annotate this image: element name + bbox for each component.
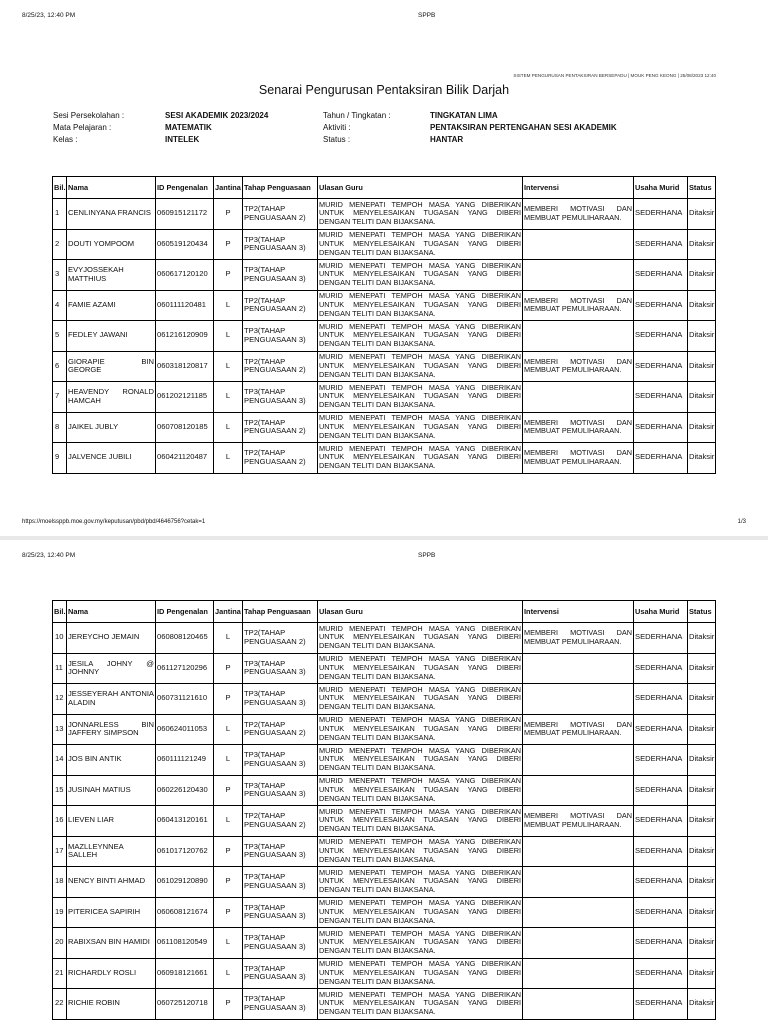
- cell-id: 060318120817: [156, 351, 214, 382]
- cell-usaha: SEDERHANA: [634, 867, 688, 898]
- cell-bil: 9: [53, 443, 67, 474]
- cell-nama: JONNARLESS BIN JAFFERY SIMPSON: [67, 714, 156, 745]
- cell-intervensi: [523, 897, 634, 928]
- cell-bil: 14: [53, 745, 67, 776]
- cell-intervensi: [523, 775, 634, 806]
- cell-jantina: P: [214, 897, 243, 928]
- cell-usaha: SEDERHANA: [634, 928, 688, 959]
- cell-nama: JESSEYERAH ANTONIA ALADIN: [67, 684, 156, 715]
- cell-jantina: L: [214, 412, 243, 443]
- table-row: [53, 684, 716, 715]
- cell-tahap: TP3(TAHAP PENGUASAAN 3): [243, 775, 318, 806]
- cell-ulasan: MURID MENEPATI TEMPOH MASA YANG DIBERIKAN UNTUK MENYELESAIKAN TUGASAN YANG DIBERI DENGAN TELITI DAN BIJAKSANA.: [318, 745, 523, 776]
- cell-status: Ditaksir: [688, 867, 716, 898]
- cell-status: Ditaksir: [688, 351, 716, 382]
- cell-bil: 2: [53, 229, 67, 260]
- cell-nama: NENCY BINTI AHMAD: [67, 867, 156, 898]
- column-header-nama: Nama: [67, 177, 156, 199]
- cell-tahap: TP2(TAHAP PENGUASAAN 2): [243, 623, 318, 654]
- column-header-ulasan: Ulasan Guru: [318, 601, 523, 623]
- cell-usaha: SEDERHANA: [634, 806, 688, 837]
- report-title: Senarai Pengurusan Pentaksiran Bilik Darjah: [258, 83, 510, 97]
- column-header-intervensi: Intervensi: [523, 177, 634, 199]
- cell-status: Ditaksir: [688, 260, 716, 291]
- print-page-2: [0, 540, 768, 1024]
- table-row: [53, 806, 716, 837]
- cell-usaha: SEDERHANA: [634, 958, 688, 989]
- cell-status: Ditaksir: [688, 806, 716, 837]
- cell-bil: 16: [53, 806, 67, 837]
- cell-usaha: SEDERHANA: [634, 897, 688, 928]
- cell-intervensi: MEMBERI MOTIVASI DAN MEMBUAT PEMULIHARAAN.: [523, 443, 634, 474]
- cell-id: 060617120120: [156, 260, 214, 291]
- cell-nama: MAZLLEYNNEA SALLEH: [67, 836, 156, 867]
- cell-ulasan: MURID MENEPATI TEMPOH MASA YANG DIBERIKAN UNTUK MENYELESAIKAN TUGASAN YANG DIBERI DENGAN TELITI DAN BIJAKSANA.: [318, 382, 523, 413]
- cell-ulasan: MURID MENEPATI TEMPOH MASA YANG DIBERIKAN UNTUK MENYELESAIKAN TUGASAN YANG DIBERI DENGAN TELITI DAN BIJAKSANA.: [318, 412, 523, 443]
- cell-status: Ditaksir: [688, 928, 716, 959]
- cell-intervensi: [523, 958, 634, 989]
- cell-usaha: SEDERHANA: [634, 443, 688, 474]
- table-row: [53, 775, 716, 806]
- assessment-table-page-2: [52, 600, 716, 1020]
- cell-bil: 4: [53, 290, 67, 321]
- cell-nama: DOUTI YOMPOOM: [67, 229, 156, 260]
- cell-usaha: SEDERHANA: [634, 199, 688, 230]
- table-row: [53, 290, 716, 321]
- cell-ulasan: MURID MENEPATI TEMPOH MASA YANG DIBERIKAN UNTUK MENYELESAIKAN TUGASAN YANG DIBERI DENGAN TELITI DAN BIJAKSANA.: [318, 443, 523, 474]
- print-header: [22, 552, 746, 562]
- column-header-nama: Nama: [67, 601, 156, 623]
- cell-usaha: SEDERHANA: [634, 836, 688, 867]
- cell-nama: HEAVENDY RONALD HAMCAH: [67, 382, 156, 413]
- cell-status: Ditaksir: [688, 412, 716, 443]
- cell-jantina: L: [214, 958, 243, 989]
- cell-usaha: SEDERHANA: [634, 260, 688, 291]
- aktiviti-value: PENTAKSIRAN PERTENGAHAN SESI AKADEMIK: [430, 123, 617, 132]
- column-header-ulasan: Ulasan Guru: [318, 177, 523, 199]
- sesi-value: SESI AKADEMIK 2023/2024: [165, 111, 269, 120]
- cell-ulasan: MURID MENEPATI TEMPOH MASA YANG DIBERIKAN UNTUK MENYELESAIKAN TUGASAN YANG DIBERI DENGAN TELITI DAN BIJAKSANA.: [318, 290, 523, 321]
- cell-bil: 11: [53, 653, 67, 684]
- cell-jantina: P: [214, 229, 243, 260]
- cell-intervensi: MEMBERI MOTIVASI DAN MEMBUAT PEMULIHARAAN.: [523, 412, 634, 443]
- table-row: [53, 867, 716, 898]
- cell-nama: RICHIE ROBIN: [67, 989, 156, 1020]
- tahun-label: Tahun / Tingkatan :: [323, 111, 391, 120]
- cell-status: Ditaksir: [688, 199, 716, 230]
- cell-tahap: TP3(TAHAP PENGUASAAN 3): [243, 653, 318, 684]
- app-title: SPPB: [418, 12, 436, 19]
- cell-intervensi: [523, 745, 634, 776]
- cell-jantina: L: [214, 928, 243, 959]
- cell-id: 061216120909: [156, 321, 214, 352]
- cell-ulasan: MURID MENEPATI TEMPOH MASA YANG DIBERIKAN UNTUK MENYELESAIKAN TUGASAN YANG DIBERI DENGAN TELITI DAN BIJAKSANA.: [318, 199, 523, 230]
- cell-usaha: SEDERHANA: [634, 775, 688, 806]
- cell-ulasan: MURID MENEPATI TEMPOH MASA YANG DIBERIKAN UNTUK MENYELESAIKAN TUGASAN YANG DIBERI DENGAN TELITI DAN BIJAKSANA.: [318, 714, 523, 745]
- cell-id: 060111121249: [156, 745, 214, 776]
- cell-id: 060519120434: [156, 229, 214, 260]
- column-header-usaha: Usaha Murid: [634, 601, 688, 623]
- cell-id: 060808120465: [156, 623, 214, 654]
- cell-status: Ditaksir: [688, 321, 716, 352]
- column-header-id: ID Pengenalan: [156, 601, 214, 623]
- cell-status: Ditaksir: [688, 836, 716, 867]
- table-row: [53, 229, 716, 260]
- cell-status: Ditaksir: [688, 653, 716, 684]
- cell-intervensi: MEMBERI MOTIVASI DAN MEMBUAT PEMULIHARAAN.: [523, 714, 634, 745]
- status-label: Status :: [323, 135, 351, 144]
- cell-usaha: SEDERHANA: [634, 989, 688, 1020]
- cell-jantina: L: [214, 806, 243, 837]
- sesi-label: Sesi Persekolahan :: [53, 111, 125, 120]
- cell-id: 061127120296: [156, 653, 214, 684]
- cell-ulasan: MURID MENEPATI TEMPOH MASA YANG DIBERIKAN UNTUK MENYELESAIKAN TUGASAN YANG DIBERI DENGAN TELITI DAN BIJAKSANA.: [318, 867, 523, 898]
- cell-usaha: SEDERHANA: [634, 684, 688, 715]
- cell-usaha: SEDERHANA: [634, 351, 688, 382]
- cell-nama: JOS BIN ANTIK: [67, 745, 156, 776]
- cell-id: 060111120481: [156, 290, 214, 321]
- cell-status: Ditaksir: [688, 443, 716, 474]
- cell-id: 060624011053: [156, 714, 214, 745]
- cell-bil: 7: [53, 382, 67, 413]
- cell-usaha: SEDERHANA: [634, 653, 688, 684]
- table-row: [53, 260, 716, 291]
- cell-ulasan: MURID MENEPATI TEMPOH MASA YANG DIBERIKAN UNTUK MENYELESAIKAN TUGASAN YANG DIBERI DENGAN TELITI DAN BIJAKSANA.: [318, 684, 523, 715]
- cell-status: Ditaksir: [688, 623, 716, 654]
- cell-tahap: TP3(TAHAP PENGUASAAN 3): [243, 321, 318, 352]
- cell-intervensi: MEMBERI MOTIVASI DAN MEMBUAT PEMULIHARAAN.: [523, 623, 634, 654]
- cell-nama: JUSINAH MATIUS: [67, 775, 156, 806]
- cell-id: 061202121185: [156, 382, 214, 413]
- table-row: [53, 928, 716, 959]
- table-row: [53, 623, 716, 654]
- print-datetime: 8/25/23, 12:40 PM: [22, 552, 76, 559]
- cell-ulasan: MURID MENEPATI TEMPOH MASA YANG DIBERIKAN UNTUK MENYELESAIKAN TUGASAN YANG DIBERI DENGAN TELITI DAN BIJAKSANA.: [318, 623, 523, 654]
- cell-status: Ditaksir: [688, 229, 716, 260]
- aktiviti-label: Aktiviti :: [323, 123, 351, 132]
- cell-jantina: P: [214, 775, 243, 806]
- cell-jantina: L: [214, 623, 243, 654]
- cell-ulasan: MURID MENEPATI TEMPOH MASA YANG DIBERIKAN UNTUK MENYELESAIKAN TUGASAN YANG DIBERI DENGAN TELITI DAN BIJAKSANA.: [318, 653, 523, 684]
- cell-tahap: TP3(TAHAP PENGUASAAN 3): [243, 745, 318, 776]
- table-header-row: [53, 177, 716, 199]
- cell-intervensi: [523, 229, 634, 260]
- cell-status: Ditaksir: [688, 775, 716, 806]
- cell-ulasan: MURID MENEPATI TEMPOH MASA YANG DIBERIKAN UNTUK MENYELESAIKAN TUGASAN YANG DIBERI DENGAN TELITI DAN BIJAKSANA.: [318, 321, 523, 352]
- cell-jantina: P: [214, 684, 243, 715]
- cell-bil: 1: [53, 199, 67, 230]
- cell-intervensi: [523, 989, 634, 1020]
- cell-tahap: TP3(TAHAP PENGUASAAN 3): [243, 958, 318, 989]
- cell-ulasan: MURID MENEPATI TEMPOH MASA YANG DIBERIKAN UNTUK MENYELESAIKAN TUGASAN YANG DIBERI DENGAN TELITI DAN BIJAKSANA.: [318, 806, 523, 837]
- cell-bil: 17: [53, 836, 67, 867]
- cell-jantina: P: [214, 989, 243, 1020]
- cell-usaha: SEDERHANA: [634, 745, 688, 776]
- cell-bil: 15: [53, 775, 67, 806]
- page-number: 1/3: [737, 519, 746, 525]
- cell-tahap: TP3(TAHAP PENGUASAAN 3): [243, 684, 318, 715]
- cell-tahap: TP2(TAHAP PENGUASAAN 2): [243, 806, 318, 837]
- cell-jantina: P: [214, 836, 243, 867]
- cell-tahap: TP3(TAHAP PENGUASAAN 3): [243, 867, 318, 898]
- cell-id: 061017120762: [156, 836, 214, 867]
- cell-status: Ditaksir: [688, 958, 716, 989]
- cell-bil: 10: [53, 623, 67, 654]
- cell-bil: 8: [53, 412, 67, 443]
- mapel-label: Mata Pelajaran :: [53, 123, 112, 132]
- cell-jantina: P: [214, 867, 243, 898]
- cell-ulasan: MURID MENEPATI TEMPOH MASA YANG DIBERIKAN UNTUK MENYELESAIKAN TUGASAN YANG DIBERI DENGAN TELITI DAN BIJAKSANA.: [318, 897, 523, 928]
- column-header-tahap: Tahap Penguasaan: [243, 601, 318, 623]
- column-header-usaha: Usaha Murid: [634, 177, 688, 199]
- cell-intervensi: [523, 836, 634, 867]
- cell-tahap: TP3(TAHAP PENGUASAAN 3): [243, 229, 318, 260]
- cell-intervensi: MEMBERI MOTIVASI DAN MEMBUAT PEMULIHARAAN.: [523, 806, 634, 837]
- cell-nama: JEREYCHO JEMAIN: [67, 623, 156, 654]
- cell-bil: 18: [53, 867, 67, 898]
- cell-nama: FAMIE AZAMI: [67, 290, 156, 321]
- cell-ulasan: MURID MENEPATI TEMPOH MASA YANG DIBERIKAN UNTUK MENYELESAIKAN TUGASAN YANG DIBERI DENGAN TELITI DAN BIJAKSANA.: [318, 775, 523, 806]
- cell-jantina: L: [214, 351, 243, 382]
- cell-jantina: P: [214, 260, 243, 291]
- cell-tahap: TP3(TAHAP PENGUASAAN 3): [243, 836, 318, 867]
- cell-nama: RICHARDLY ROSLI: [67, 958, 156, 989]
- cell-ulasan: MURID MENEPATI TEMPOH MASA YANG DIBERIKAN UNTUK MENYELESAIKAN TUGASAN YANG DIBERI DENGAN TELITI DAN BIJAKSANA.: [318, 989, 523, 1020]
- cell-ulasan: MURID MENEPATI TEMPOH MASA YANG DIBERIKAN UNTUK MENYELESAIKAN TUGASAN YANG DIBERI DENGAN TELITI DAN BIJAKSANA.: [318, 928, 523, 959]
- table-row: [53, 958, 716, 989]
- cell-status: Ditaksir: [688, 745, 716, 776]
- cell-usaha: SEDERHANA: [634, 714, 688, 745]
- column-header-jantina: Jantina: [214, 177, 243, 199]
- cell-id: 060731121610: [156, 684, 214, 715]
- cell-bil: 5: [53, 321, 67, 352]
- cell-intervensi: [523, 321, 634, 352]
- cell-status: Ditaksir: [688, 382, 716, 413]
- cell-status: Ditaksir: [688, 290, 716, 321]
- cell-intervensi: [523, 653, 634, 684]
- cell-jantina: P: [214, 199, 243, 230]
- cell-nama: CENLINYANA FRANCIS: [67, 199, 156, 230]
- table-row: [53, 714, 716, 745]
- table-row: [53, 382, 716, 413]
- cell-bil: 19: [53, 897, 67, 928]
- cell-intervensi: [523, 684, 634, 715]
- cell-status: Ditaksir: [688, 684, 716, 715]
- cell-tahap: TP2(TAHAP PENGUASAAN 2): [243, 290, 318, 321]
- column-header-id: ID Pengenalan: [156, 177, 214, 199]
- assessment-table-page-1: [52, 176, 716, 474]
- report-info: [53, 110, 733, 146]
- cell-usaha: SEDERHANA: [634, 382, 688, 413]
- cell-nama: FEDLEY JAWANI: [67, 321, 156, 352]
- table-row: [53, 836, 716, 867]
- app-title: SPPB: [418, 552, 436, 559]
- cell-ulasan: MURID MENEPATI TEMPOH MASA YANG DIBERIKAN UNTUK MENYELESAIKAN TUGASAN YANG DIBERI DENGAN TELITI DAN BIJAKSANA.: [318, 958, 523, 989]
- cell-usaha: SEDERHANA: [634, 229, 688, 260]
- cell-tahap: TP2(TAHAP PENGUASAAN 2): [243, 714, 318, 745]
- cell-jantina: L: [214, 382, 243, 413]
- cell-bil: 6: [53, 351, 67, 382]
- column-header-bil: Bil.: [53, 177, 67, 199]
- column-header-tahap: Tahap Penguasaan: [243, 177, 318, 199]
- cell-intervensi: MEMBERI MOTIVASI DAN MEMBUAT PEMULIHARAAN.: [523, 351, 634, 382]
- cell-intervensi: [523, 382, 634, 413]
- cell-jantina: L: [214, 290, 243, 321]
- column-header-jantina: Jantina: [214, 601, 243, 623]
- cell-id: 060608121674: [156, 897, 214, 928]
- cell-tahap: TP3(TAHAP PENGUASAAN 3): [243, 897, 318, 928]
- cell-tahap: TP3(TAHAP PENGUASAAN 3): [243, 382, 318, 413]
- column-header-status: Status: [688, 601, 716, 623]
- table-row: [53, 653, 716, 684]
- cell-bil: 22: [53, 989, 67, 1020]
- column-header-bil: Bil.: [53, 601, 67, 623]
- cell-usaha: SEDERHANA: [634, 623, 688, 654]
- print-datetime: 8/25/23, 12:40 PM: [22, 12, 76, 19]
- cell-status: Ditaksir: [688, 897, 716, 928]
- table-row: [53, 321, 716, 352]
- cell-bil: 20: [53, 928, 67, 959]
- cell-intervensi: MEMBERI MOTIVASI DAN MEMBUAT PEMULIHARAAN.: [523, 199, 634, 230]
- mapel-value: MATEMATIK: [165, 123, 212, 132]
- cell-nama: LIEVEN LIAR: [67, 806, 156, 837]
- cell-ulasan: MURID MENEPATI TEMPOH MASA YANG DIBERIKAN UNTUK MENYELESAIKAN TUGASAN YANG DIBERI DENGAN TELITI DAN BIJAKSANA.: [318, 351, 523, 382]
- cell-id: 060915121172: [156, 199, 214, 230]
- table-row: [53, 412, 716, 443]
- cell-nama: JALVENCE JUBILI: [67, 443, 156, 474]
- cell-tahap: TP2(TAHAP PENGUASAAN 2): [243, 351, 318, 382]
- cell-jantina: L: [214, 745, 243, 776]
- tahun-value: TINGKATAN LIMA: [430, 111, 498, 120]
- cell-nama: EVYJOSSEKAH MATTHIUS: [67, 260, 156, 291]
- cell-id: 060421120487: [156, 443, 214, 474]
- cell-usaha: SEDERHANA: [634, 412, 688, 443]
- table-row: [53, 351, 716, 382]
- cell-nama: GIORAPIE BIN GEORGE: [67, 351, 156, 382]
- page-url: https://moelssppb.moe.gov.my/keputusan/pbd/pbd/4646756?cetak=1: [22, 519, 206, 525]
- table-row: [53, 199, 716, 230]
- kelas-label: Kelas :: [53, 135, 78, 144]
- cell-jantina: P: [214, 653, 243, 684]
- table-row: [53, 989, 716, 1020]
- cell-ulasan: MURID MENEPATI TEMPOH MASA YANG DIBERIKAN UNTUK MENYELESAIKAN TUGASAN YANG DIBERI DENGAN TELITI DAN BIJAKSANA.: [318, 836, 523, 867]
- table-row: [53, 443, 716, 474]
- cell-tahap: TP2(TAHAP PENGUASAAN 2): [243, 199, 318, 230]
- table-row: [53, 745, 716, 776]
- cell-ulasan: MURID MENEPATI TEMPOH MASA YANG DIBERIKAN UNTUK MENYELESAIKAN TUGASAN YANG DIBERI DENGAN TELITI DAN BIJAKSANA.: [318, 229, 523, 260]
- status-value: HANTAR: [430, 135, 464, 144]
- system-line: SISTEM PENGURUSAN PENTAKSIRAN BERSEPADU | MOUK PENG KEONG | 25/08/2023 12:40: [513, 73, 716, 78]
- cell-id: 060226120430: [156, 775, 214, 806]
- column-header-status: Status: [688, 177, 716, 199]
- cell-bil: 3: [53, 260, 67, 291]
- cell-status: Ditaksir: [688, 714, 716, 745]
- cell-status: Ditaksir: [688, 989, 716, 1020]
- cell-usaha: SEDERHANA: [634, 290, 688, 321]
- cell-jantina: L: [214, 443, 243, 474]
- cell-tahap: TP2(TAHAP PENGUASAAN 2): [243, 412, 318, 443]
- print-header: [22, 12, 746, 22]
- cell-nama: JESILA JOHNY @ JOHNNY: [67, 653, 156, 684]
- cell-bil: 13: [53, 714, 67, 745]
- cell-id: 060708120185: [156, 412, 214, 443]
- cell-nama: JAIKEL JUBLY: [67, 412, 156, 443]
- cell-bil: 21: [53, 958, 67, 989]
- cell-intervensi: [523, 867, 634, 898]
- cell-id: 061029120890: [156, 867, 214, 898]
- column-header-intervensi: Intervensi: [523, 601, 634, 623]
- cell-id: 060725120718: [156, 989, 214, 1020]
- cell-bil: 12: [53, 684, 67, 715]
- cell-nama: PITERICEA SAPIRIH: [67, 897, 156, 928]
- cell-intervensi: MEMBERI MOTIVASI DAN MEMBUAT PEMULIHARAAN.: [523, 290, 634, 321]
- cell-id: 060413120161: [156, 806, 214, 837]
- cell-intervensi: [523, 260, 634, 291]
- table-header-row: [53, 601, 716, 623]
- kelas-value: INTELEK: [165, 135, 200, 144]
- cell-jantina: L: [214, 321, 243, 352]
- table-row: [53, 897, 716, 928]
- cell-tahap: TP3(TAHAP PENGUASAAN 3): [243, 928, 318, 959]
- cell-nama: RABIXSAN BIN HAMIDI: [67, 928, 156, 959]
- cell-tahap: TP2(TAHAP PENGUASAAN 2): [243, 443, 318, 474]
- cell-tahap: TP3(TAHAP PENGUASAAN 3): [243, 260, 318, 291]
- cell-id: 061108120549: [156, 928, 214, 959]
- cell-ulasan: MURID MENEPATI TEMPOH MASA YANG DIBERIKAN UNTUK MENYELESAIKAN TUGASAN YANG DIBERI DENGAN TELITI DAN BIJAKSANA.: [318, 260, 523, 291]
- cell-jantina: L: [214, 714, 243, 745]
- cell-usaha: SEDERHANA: [634, 321, 688, 352]
- cell-id: 060918121661: [156, 958, 214, 989]
- cell-intervensi: [523, 928, 634, 959]
- cell-tahap: TP3(TAHAP PENGUASAAN 3): [243, 989, 318, 1020]
